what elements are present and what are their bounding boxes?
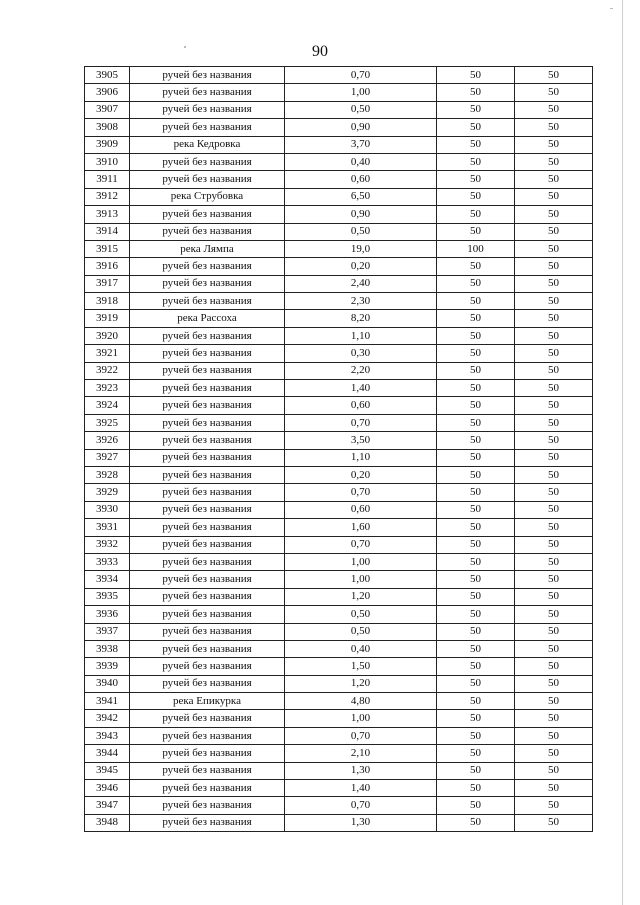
water-body-name-cell: ручей без названия bbox=[130, 327, 285, 344]
zone-width-cell: 50 bbox=[437, 693, 515, 710]
row-number-cell: 3929 bbox=[85, 484, 130, 501]
length-cell: 0,90 bbox=[285, 206, 437, 223]
length-cell: 1,00 bbox=[285, 571, 437, 588]
table-row bbox=[85, 501, 593, 518]
length-cell: 6,50 bbox=[285, 188, 437, 205]
table-row bbox=[85, 640, 593, 657]
water-bodies-table bbox=[84, 66, 593, 832]
row-number-cell: 3920 bbox=[85, 327, 130, 344]
length-cell: 1,00 bbox=[285, 84, 437, 101]
length-cell: 0,70 bbox=[285, 484, 437, 501]
row-number-cell: 3928 bbox=[85, 466, 130, 483]
strip-width-cell: 50 bbox=[515, 519, 593, 536]
water-body-name-cell: ручей без названия bbox=[130, 762, 285, 779]
water-body-name-cell: ручей без названия bbox=[130, 710, 285, 727]
zone-width-cell: 50 bbox=[437, 449, 515, 466]
length-cell: 0,30 bbox=[285, 345, 437, 362]
zone-width-cell: 50 bbox=[437, 119, 515, 136]
water-body-name-cell: ручей без названия bbox=[130, 362, 285, 379]
length-cell: 0,60 bbox=[285, 501, 437, 518]
row-number-cell: 3938 bbox=[85, 640, 130, 657]
water-body-name-cell: ручей без названия bbox=[130, 119, 285, 136]
strip-width-cell: 50 bbox=[515, 258, 593, 275]
length-cell: 2,30 bbox=[285, 293, 437, 310]
water-body-name-cell: ручей без названия bbox=[130, 432, 285, 449]
zone-width-cell: 50 bbox=[437, 640, 515, 657]
water-body-name-cell: ручей без названия bbox=[130, 814, 285, 831]
strip-width-cell: 50 bbox=[515, 432, 593, 449]
table-row bbox=[85, 119, 593, 136]
row-number-cell: 3930 bbox=[85, 501, 130, 518]
zone-width-cell: 50 bbox=[437, 397, 515, 414]
length-cell: 1,00 bbox=[285, 553, 437, 570]
water-body-name-cell: ручей без названия bbox=[130, 84, 285, 101]
row-number-cell: 3912 bbox=[85, 188, 130, 205]
table-row bbox=[85, 432, 593, 449]
length-cell: 0,40 bbox=[285, 153, 437, 170]
length-cell: 0,70 bbox=[285, 414, 437, 431]
row-number-cell: 3923 bbox=[85, 380, 130, 397]
zone-width-cell: 50 bbox=[437, 362, 515, 379]
water-body-name-cell: ручей без названия bbox=[130, 223, 285, 240]
table-row bbox=[85, 84, 593, 101]
table-body bbox=[85, 67, 593, 832]
zone-width-cell: 50 bbox=[437, 606, 515, 623]
strip-width-cell: 50 bbox=[515, 623, 593, 640]
row-number-cell: 3925 bbox=[85, 414, 130, 431]
strip-width-cell: 50 bbox=[515, 710, 593, 727]
water-body-name-cell: ручей без названия bbox=[130, 797, 285, 814]
zone-width-cell: 50 bbox=[437, 710, 515, 727]
length-cell: 1,10 bbox=[285, 327, 437, 344]
length-cell: 1,10 bbox=[285, 449, 437, 466]
table-row bbox=[85, 240, 593, 257]
table-row bbox=[85, 414, 593, 431]
row-number-cell: 3935 bbox=[85, 588, 130, 605]
water-body-name-cell: ручей без названия bbox=[130, 727, 285, 744]
strip-width-cell: 50 bbox=[515, 501, 593, 518]
water-body-name-cell: ручей без названия bbox=[130, 536, 285, 553]
row-number-cell: 3911 bbox=[85, 171, 130, 188]
zone-width-cell: 50 bbox=[437, 293, 515, 310]
water-body-name-cell: ручей без названия bbox=[130, 101, 285, 118]
length-cell: 1,30 bbox=[285, 762, 437, 779]
water-body-name-cell: ручей без названия bbox=[130, 675, 285, 692]
strip-width-cell: 50 bbox=[515, 310, 593, 327]
page-number: 90 bbox=[312, 43, 328, 60]
length-cell: 0,70 bbox=[285, 797, 437, 814]
row-number-cell: 3917 bbox=[85, 275, 130, 292]
row-number-cell: 3919 bbox=[85, 310, 130, 327]
table-row bbox=[85, 710, 593, 727]
table-row bbox=[85, 797, 593, 814]
length-cell: 3,70 bbox=[285, 136, 437, 153]
table-row bbox=[85, 623, 593, 640]
row-number-cell: 3943 bbox=[85, 727, 130, 744]
table-row bbox=[85, 397, 593, 414]
table-row bbox=[85, 258, 593, 275]
zone-width-cell: 50 bbox=[437, 223, 515, 240]
row-number-cell: 3916 bbox=[85, 258, 130, 275]
strip-width-cell: 50 bbox=[515, 293, 593, 310]
strip-width-cell: 50 bbox=[515, 675, 593, 692]
length-cell: 0,50 bbox=[285, 223, 437, 240]
table-row bbox=[85, 762, 593, 779]
strip-width-cell: 50 bbox=[515, 553, 593, 570]
length-cell: 0,60 bbox=[285, 397, 437, 414]
strip-width-cell: 50 bbox=[515, 449, 593, 466]
strip-width-cell: 50 bbox=[515, 327, 593, 344]
zone-width-cell: 50 bbox=[437, 188, 515, 205]
length-cell: 1,40 bbox=[285, 380, 437, 397]
row-number-cell: 3924 bbox=[85, 397, 130, 414]
row-number-cell: 3913 bbox=[85, 206, 130, 223]
strip-width-cell: 50 bbox=[515, 571, 593, 588]
water-body-name-cell: река Кедровка bbox=[130, 136, 285, 153]
water-body-name-cell: ручей без названия bbox=[130, 745, 285, 762]
row-number-cell: 3922 bbox=[85, 362, 130, 379]
row-number-cell: 3946 bbox=[85, 780, 130, 797]
strip-width-cell: 50 bbox=[515, 762, 593, 779]
water-body-name-cell: ручей без названия bbox=[130, 206, 285, 223]
water-body-name-cell: ручей без названия bbox=[130, 293, 285, 310]
row-number-cell: 3940 bbox=[85, 675, 130, 692]
strip-width-cell: 50 bbox=[515, 606, 593, 623]
row-number-cell: 3941 bbox=[85, 693, 130, 710]
water-body-name-cell: река Епикурка bbox=[130, 693, 285, 710]
strip-width-cell: 50 bbox=[515, 362, 593, 379]
length-cell: 0,70 bbox=[285, 536, 437, 553]
zone-width-cell: 50 bbox=[437, 536, 515, 553]
water-body-name-cell: ручей без названия bbox=[130, 397, 285, 414]
strip-width-cell: 50 bbox=[515, 67, 593, 84]
table-row bbox=[85, 693, 593, 710]
zone-width-cell: 50 bbox=[437, 67, 515, 84]
zone-width-cell: 50 bbox=[437, 84, 515, 101]
strip-width-cell: 50 bbox=[515, 206, 593, 223]
length-cell: 3,50 bbox=[285, 432, 437, 449]
zone-width-cell: 50 bbox=[437, 310, 515, 327]
row-number-cell: 3937 bbox=[85, 623, 130, 640]
water-body-name-cell: ручей без названия bbox=[130, 658, 285, 675]
water-body-name-cell: ручей без названия bbox=[130, 484, 285, 501]
water-body-name-cell: ручей без названия bbox=[130, 466, 285, 483]
strip-width-cell: 50 bbox=[515, 171, 593, 188]
row-number-cell: 3910 bbox=[85, 153, 130, 170]
row-number-cell: 3945 bbox=[85, 762, 130, 779]
water-body-name-cell: ручей без названия bbox=[130, 571, 285, 588]
row-number-cell: 3909 bbox=[85, 136, 130, 153]
length-cell: 2,40 bbox=[285, 275, 437, 292]
table-row bbox=[85, 780, 593, 797]
row-number-cell: 3942 bbox=[85, 710, 130, 727]
table-row bbox=[85, 814, 593, 831]
water-body-name-cell: ручей без названия bbox=[130, 623, 285, 640]
length-cell: 0,90 bbox=[285, 119, 437, 136]
table-row bbox=[85, 658, 593, 675]
water-body-name-cell: ручей без названия bbox=[130, 780, 285, 797]
table-row bbox=[85, 571, 593, 588]
row-number-cell: 3934 bbox=[85, 571, 130, 588]
table-row bbox=[85, 727, 593, 744]
length-cell: 1,00 bbox=[285, 710, 437, 727]
table-row bbox=[85, 223, 593, 240]
strip-width-cell: 50 bbox=[515, 380, 593, 397]
row-number-cell: 3908 bbox=[85, 119, 130, 136]
length-cell: 0,50 bbox=[285, 606, 437, 623]
row-number-cell: 3944 bbox=[85, 745, 130, 762]
row-number-cell: 3933 bbox=[85, 553, 130, 570]
table-row bbox=[85, 188, 593, 205]
length-cell: 0,20 bbox=[285, 466, 437, 483]
length-cell: 1,30 bbox=[285, 814, 437, 831]
row-number-cell: 3905 bbox=[85, 67, 130, 84]
water-body-name-cell: ручей без названия bbox=[130, 414, 285, 431]
length-cell: 0,20 bbox=[285, 258, 437, 275]
strip-width-cell: 50 bbox=[515, 484, 593, 501]
row-number-cell: 3926 bbox=[85, 432, 130, 449]
row-number-cell: 3927 bbox=[85, 449, 130, 466]
water-body-name-cell: река Лямпа bbox=[130, 240, 285, 257]
strip-width-cell: 50 bbox=[515, 727, 593, 744]
length-cell: 0,50 bbox=[285, 623, 437, 640]
length-cell: 1,20 bbox=[285, 675, 437, 692]
zone-width-cell: 50 bbox=[437, 745, 515, 762]
zone-width-cell: 50 bbox=[437, 258, 515, 275]
table-row bbox=[85, 449, 593, 466]
zone-width-cell: 50 bbox=[437, 588, 515, 605]
row-number-cell: 3907 bbox=[85, 101, 130, 118]
zone-width-cell: 50 bbox=[437, 797, 515, 814]
zone-width-cell: 50 bbox=[437, 658, 515, 675]
water-body-name-cell: ручей без названия bbox=[130, 153, 285, 170]
table-row bbox=[85, 519, 593, 536]
strip-width-cell: 50 bbox=[515, 101, 593, 118]
zone-width-cell: 50 bbox=[437, 380, 515, 397]
zone-width-cell: 50 bbox=[437, 501, 515, 518]
strip-width-cell: 50 bbox=[515, 153, 593, 170]
table-row bbox=[85, 206, 593, 223]
strip-width-cell: 50 bbox=[515, 466, 593, 483]
water-body-name-cell: река Струбовка bbox=[130, 188, 285, 205]
length-cell: 0,60 bbox=[285, 171, 437, 188]
water-body-name-cell: ручей без названия bbox=[130, 606, 285, 623]
table-row bbox=[85, 345, 593, 362]
table-row bbox=[85, 327, 593, 344]
scan-speck bbox=[610, 8, 613, 9]
table-row bbox=[85, 588, 593, 605]
strip-width-cell: 50 bbox=[515, 188, 593, 205]
row-number-cell: 3947 bbox=[85, 797, 130, 814]
zone-width-cell: 50 bbox=[437, 414, 515, 431]
strip-width-cell: 50 bbox=[515, 588, 593, 605]
strip-width-cell: 50 bbox=[515, 536, 593, 553]
length-cell: 4,80 bbox=[285, 693, 437, 710]
length-cell: 2,20 bbox=[285, 362, 437, 379]
zone-width-cell: 50 bbox=[437, 675, 515, 692]
water-body-name-cell: река Рассоха bbox=[130, 310, 285, 327]
zone-width-cell: 50 bbox=[437, 484, 515, 501]
strip-width-cell: 50 bbox=[515, 780, 593, 797]
strip-width-cell: 50 bbox=[515, 84, 593, 101]
length-cell: 2,10 bbox=[285, 745, 437, 762]
zone-width-cell: 50 bbox=[437, 553, 515, 570]
strip-width-cell: 50 bbox=[515, 814, 593, 831]
row-number-cell: 3921 bbox=[85, 345, 130, 362]
zone-width-cell: 50 bbox=[437, 762, 515, 779]
table-row bbox=[85, 153, 593, 170]
row-number-cell: 3948 bbox=[85, 814, 130, 831]
table-row bbox=[85, 67, 593, 84]
strip-width-cell: 50 bbox=[515, 693, 593, 710]
table-row bbox=[85, 553, 593, 570]
table-row bbox=[85, 380, 593, 397]
zone-width-cell: 50 bbox=[437, 101, 515, 118]
water-body-name-cell: ручей без названия bbox=[130, 275, 285, 292]
strip-width-cell: 50 bbox=[515, 797, 593, 814]
strip-width-cell: 50 bbox=[515, 397, 593, 414]
strip-width-cell: 50 bbox=[515, 414, 593, 431]
zone-width-cell: 50 bbox=[437, 571, 515, 588]
row-number-cell: 3914 bbox=[85, 223, 130, 240]
table-row bbox=[85, 293, 593, 310]
table-row bbox=[85, 362, 593, 379]
length-cell: 0,70 bbox=[285, 67, 437, 84]
table-row bbox=[85, 275, 593, 292]
length-cell: 1,50 bbox=[285, 658, 437, 675]
zone-width-cell: 50 bbox=[437, 171, 515, 188]
strip-width-cell: 50 bbox=[515, 240, 593, 257]
row-number-cell: 3932 bbox=[85, 536, 130, 553]
table-row bbox=[85, 466, 593, 483]
zone-width-cell: 50 bbox=[437, 814, 515, 831]
water-body-name-cell: ручей без названия bbox=[130, 67, 285, 84]
table-row bbox=[85, 171, 593, 188]
zone-width-cell: 50 bbox=[437, 275, 515, 292]
strip-width-cell: 50 bbox=[515, 136, 593, 153]
water-body-name-cell: ручей без названия bbox=[130, 519, 285, 536]
strip-width-cell: 50 bbox=[515, 345, 593, 362]
length-cell: 8,20 bbox=[285, 310, 437, 327]
length-cell: 0,70 bbox=[285, 727, 437, 744]
water-body-name-cell: ручей без названия bbox=[130, 380, 285, 397]
zone-width-cell: 50 bbox=[437, 623, 515, 640]
row-number-cell: 3931 bbox=[85, 519, 130, 536]
zone-width-cell: 50 bbox=[437, 432, 515, 449]
strip-width-cell: 50 bbox=[515, 658, 593, 675]
scan-edge-right bbox=[622, 0, 623, 905]
zone-width-cell: 50 bbox=[437, 206, 515, 223]
table-row bbox=[85, 484, 593, 501]
water-body-name-cell: ручей без названия bbox=[130, 449, 285, 466]
table-row bbox=[85, 310, 593, 327]
zone-width-cell: 50 bbox=[437, 780, 515, 797]
water-body-name-cell: ручей без названия bbox=[130, 501, 285, 518]
strip-width-cell: 50 bbox=[515, 275, 593, 292]
row-number-cell: 3939 bbox=[85, 658, 130, 675]
table-row bbox=[85, 606, 593, 623]
table-row bbox=[85, 536, 593, 553]
strip-width-cell: 50 bbox=[515, 223, 593, 240]
length-cell: 0,40 bbox=[285, 640, 437, 657]
zone-width-cell: 50 bbox=[437, 519, 515, 536]
zone-width-cell: 50 bbox=[437, 153, 515, 170]
strip-width-cell: 50 bbox=[515, 745, 593, 762]
strip-width-cell: 50 bbox=[515, 119, 593, 136]
length-cell: 1,60 bbox=[285, 519, 437, 536]
length-cell: 0,50 bbox=[285, 101, 437, 118]
zone-width-cell: 50 bbox=[437, 345, 515, 362]
length-cell: 1,20 bbox=[285, 588, 437, 605]
water-body-name-cell: ручей без названия bbox=[130, 258, 285, 275]
length-cell: 1,40 bbox=[285, 780, 437, 797]
table-row bbox=[85, 136, 593, 153]
strip-width-cell: 50 bbox=[515, 640, 593, 657]
zone-width-cell: 50 bbox=[437, 136, 515, 153]
zone-width-cell: 50 bbox=[437, 727, 515, 744]
length-cell: 19,0 bbox=[285, 240, 437, 257]
water-body-name-cell: ручей без названия bbox=[130, 553, 285, 570]
water-body-name-cell: ручей без названия bbox=[130, 345, 285, 362]
table-row bbox=[85, 101, 593, 118]
table-row bbox=[85, 675, 593, 692]
zone-width-cell: 100 bbox=[437, 240, 515, 257]
row-number-cell: 3936 bbox=[85, 606, 130, 623]
zone-width-cell: 50 bbox=[437, 466, 515, 483]
row-number-cell: 3918 bbox=[85, 293, 130, 310]
table-row bbox=[85, 745, 593, 762]
zone-width-cell: 50 bbox=[437, 327, 515, 344]
row-number-cell: 3915 bbox=[85, 240, 130, 257]
water-body-name-cell: ручей без названия bbox=[130, 588, 285, 605]
water-body-name-cell: ручей без названия bbox=[130, 640, 285, 657]
row-number-cell: 3906 bbox=[85, 84, 130, 101]
water-body-name-cell: ручей без названия bbox=[130, 171, 285, 188]
